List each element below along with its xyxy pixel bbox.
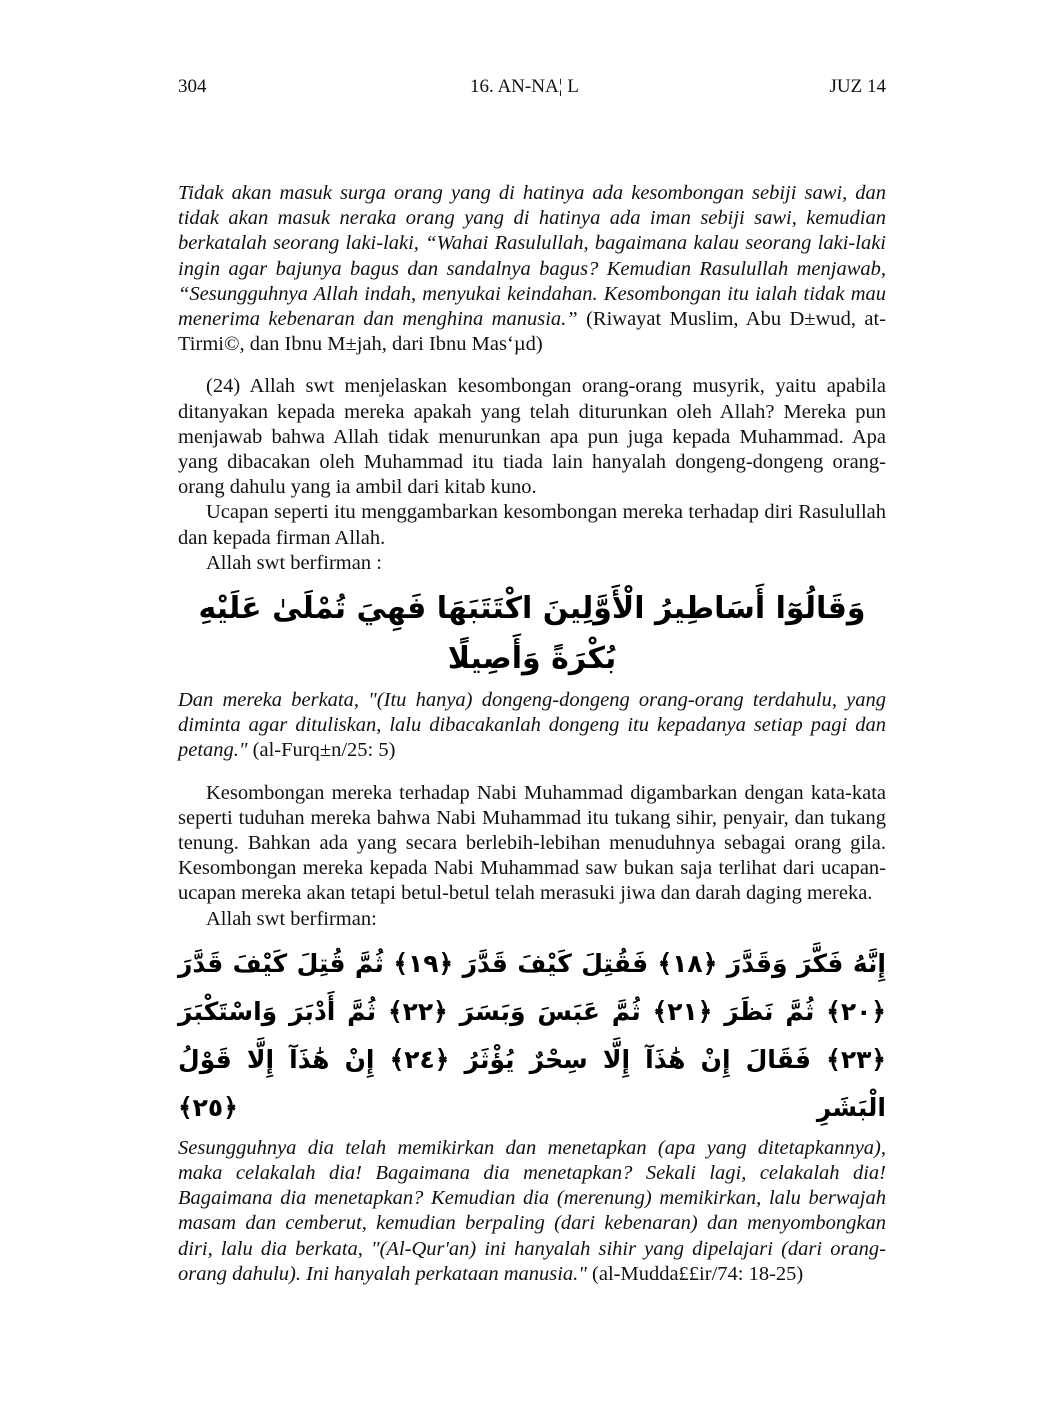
verse-reference: (al-Mudda££ir/74: 18-25)	[586, 1262, 804, 1285]
commentary-paragraph: Ucapan seperti itu menggambarkan kesombongan mereka terhadap diri Rasulullah dan kepada firman Allah.	[178, 501, 886, 549]
arabic-verse: وَقَالُوٓا أَسَاطِيرُ الْأَوَّلِينَ اكْتَتَبَهَا فَهِيَ تُمْلَىٰ عَلَيْهِ بُكْرَةً وَأَصِيلًا	[198, 591, 866, 677]
chapter-title: 16. AN-NA¦ L	[470, 76, 579, 97]
page-number: 304	[178, 76, 207, 97]
verse-intro: Allah swt berfirman:	[206, 907, 377, 930]
commentary-paragraph: (24) Allah swt menjelaskan kesombongan orang-orang musyrik, yaitu apabila ditanyakan kepada mereka apakah yang telah diturunkan oleh Allah? Mereka pun menjawab bahwa Allah tidak menurunkan apa pun juga kepada Muhammad. Apa yang dibacakan oleh Muhammad itu tiada lain hanyalah dongeng-dongeng orang-orang dahulu yang ia ambil dari kitab kuno.	[178, 375, 886, 499]
page-body	[178, 181, 886, 1287]
verse-intro: Allah swt berfirman :	[206, 551, 382, 574]
verse-reference: (al-Furq±n/25: 5)	[247, 739, 396, 762]
verse-translation	[178, 1136, 886, 1287]
translation-text: Dan mereka berkata, "(Itu hanya) dongeng-dongeng orang-orang terdahulu, yang diminta agar dituliskan, lalu dibacakanlah dongeng itu kepadanya setiap pagi dan petang."	[178, 689, 886, 762]
translation-text: Sesungguhnya dia telah memikirkan dan menetapkan (apa yang ditetapkannya), maka celakalah dia! Bagaimana dia menetapkan? Sekali lagi, celakalah dia! Bagaimana dia menetapkan? Kemudian dia (merenung) memikirkan, lalu berwajah masam dan cemberut, kemudian berpaling (dari kebenaran) dan menyombongkan diri, lalu dia berkata, "(Al-Qur'an) ini hanyalah sihir yang dipelajari (dari orang-orang dahulu). Ini hanyalah perkataan manusia."	[178, 1136, 886, 1285]
arabic-verse: إِنَّهُ فَكَّرَ وَقَدَّرَ ﴿١٨﴾ فَقُتِلَ كَيْفَ قَدَّرَ ﴿١٩﴾ ثُمَّ قُتِلَ كَيْفَ قَدَّرَ ﴿٢٠﴾ ثُمَّ نَظَرَ ﴿٢١﴾ ثُمَّ عَبَسَ وَبَسَرَ ﴿٢٢﴾ ثُمَّ أَدْبَرَ وَاسْتَكْبَرَ ﴿٢٣﴾ فَقَالَ إِنْ هَٰذَآ إِلَّا سِحْرٌ يُؤْثَرُ ﴿٢٤﴾ إِنْ هَٰذَآ إِلَّا قَوْلُ الْبَشَرِ ﴿٢٥﴾	[178, 948, 886, 1122]
page-header	[178, 76, 886, 102]
hadith-quote	[178, 181, 886, 357]
hadith-text: Tidak akan masuk surga orang yang di hatinya ada kesombongan sebiji sawi, dan tidak akan masuk neraka orang yang di hatinya ada iman sebiji sawi, kemudian berkatalah seorang laki-laki, “Wahai Rasulullah, bagaimana kalau seorang laki-laki ingin agar bajunya bagus dan sandalnya bagus? Kemudian Rasulullah menjawab, “Sesungguhnya Allah indah, menyukai keindahan. Kesombongan itu ialah tidak mau menerima kebenaran dan menghina manusia.”	[178, 182, 886, 331]
juz-label: JUZ 14	[829, 76, 886, 97]
verse-translation	[178, 688, 886, 764]
commentary-paragraph: Kesombongan mereka terhadap Nabi Muhammad digambarkan dengan kata-kata seperti tuduhan mereka bahwa Nabi Muhammad itu tukang sihir, penyair, dan tukang tenung. Bahkan ada yang secara berlebih-lebihan menuduhnya sebagai orang gila. Kesombongan mereka kepada Nabi Muhammad saw bukan saja terlihat dari ucapan-ucapan mereka akan tetapi betul-betul telah merasuki jiwa dan darah daging mereka.	[178, 781, 886, 905]
hadith-reference: (Riwayat Muslim, Abu D±wud, at-Tirmi©, dan Ibnu M±jah, dari Ibnu Mas‘µd)	[178, 308, 886, 356]
